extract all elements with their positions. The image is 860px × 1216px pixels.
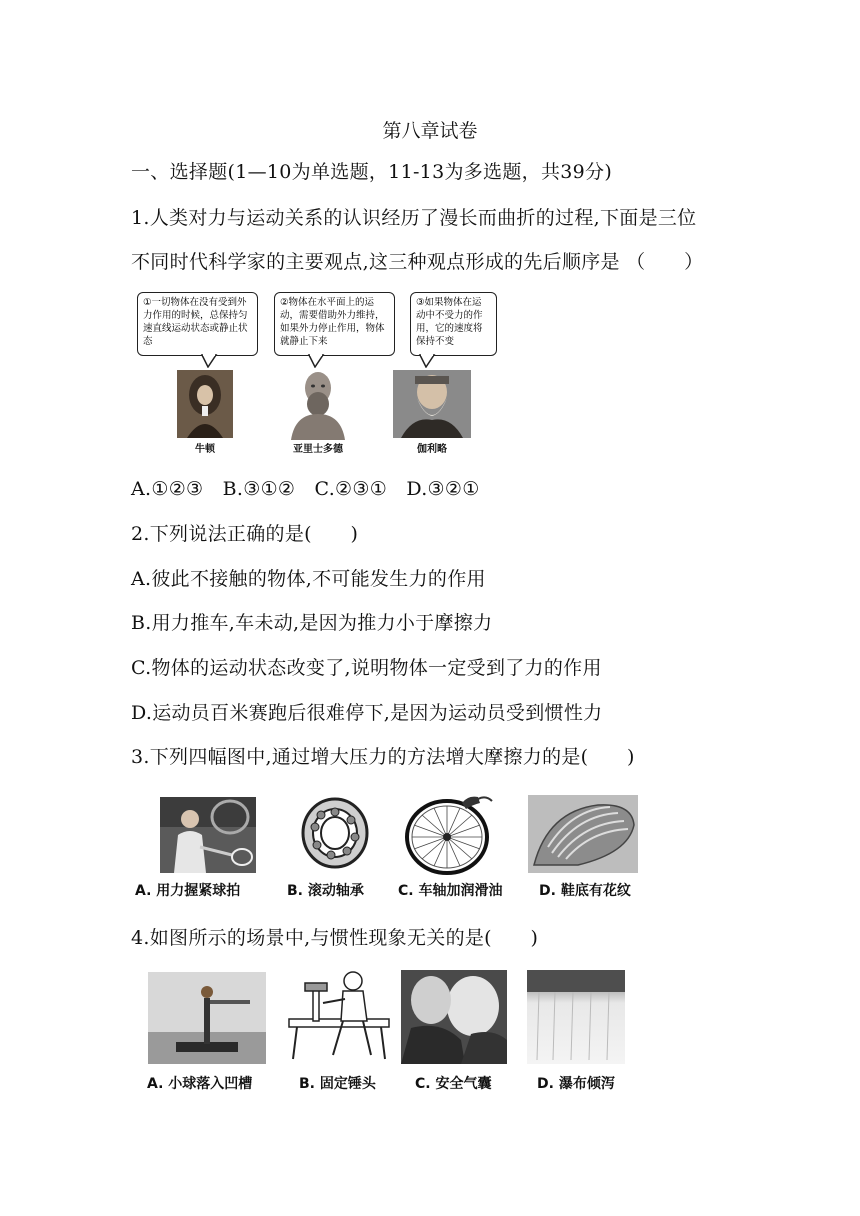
q3-stem: 3.下列四幅图中,通过增大压力的方法增大摩擦力的是( ) (131, 746, 635, 768)
newton-name: 牛顿 (195, 444, 215, 455)
aristotle-name: 亚里士多德 (293, 444, 343, 455)
galileo-portrait (393, 370, 471, 438)
q4-caption-a: A. 小球落入凹槽 (147, 1076, 253, 1092)
q4-caption-c: C. 安全气囊 (415, 1076, 492, 1092)
aristotle-quote-bubble: ②物体在水平面上的运动，需要借助外力维持，如果外力停止作用，物体就静止下来 (274, 292, 395, 356)
galileo-quote-bubble: ③如果物体在运动中不受力的作用，它的速度将保持不变 (410, 292, 497, 356)
section-heading: 一、选择题(1—10为单选题，11-13为多选题，共39分) (131, 161, 613, 183)
q3-caption-a: A. 用力握紧球拍 (135, 883, 241, 899)
q2-stem: 2.下列说法正确的是( ) (131, 523, 359, 545)
q3-caption-d: D. 鞋底有花纹 (539, 883, 631, 899)
ball-groove-image (148, 972, 266, 1064)
q2-option-a: A.彼此不接触的物体,不可能发生力的作用 (131, 568, 486, 590)
newton-quote-bubble: ①一切物体在没有受到外力作用的时候，总保持匀速直线运动状态或静止状态 (137, 292, 258, 356)
q4-caption-b: B. 固定锤头 (299, 1076, 376, 1092)
bubble-tail-2 (307, 354, 327, 368)
ball-bearing-image (295, 793, 375, 873)
q3-caption-c: C. 车轴加润滑油 (398, 883, 503, 899)
q2-option-b: B.用力推车,车未动,是因为推力小于摩擦力 (131, 612, 493, 634)
q4-stem: 4.如图所示的场景中,与惯性现象无关的是( ) (131, 927, 539, 949)
hammer-man-image (283, 967, 395, 1067)
bubble-tail-1 (200, 354, 220, 368)
tennis-player-image (160, 797, 256, 873)
bubble-tail-3 (418, 354, 438, 368)
waterfall-image (527, 970, 625, 1064)
q4-caption-d: D. 瀑布倾泻 (537, 1076, 615, 1092)
bicycle-wheel-image (402, 793, 496, 875)
airbag-image (401, 970, 507, 1064)
page-title: 第八章试卷 (382, 120, 478, 142)
newton-portrait (177, 370, 233, 438)
shoe-sole-image (528, 795, 638, 873)
q3-caption-b: B. 滚动轴承 (287, 883, 364, 899)
q2-option-d: D.运动员百米赛跑后很难停下,是因为运动员受到惯性力 (131, 702, 603, 724)
galileo-name: 伽利略 (417, 444, 447, 455)
q1-stem-line1: 1.人类对力与运动关系的认识经历了漫长而曲折的过程,下面是三位 (131, 207, 697, 229)
q1-stem-line2: 不同时代科学家的主要观点,这三种观点形成的先后顺序是 （ ） (131, 251, 704, 273)
aristotle-bust (285, 368, 351, 440)
q1-options: A.①②③ B.③①② C.②③① D.③②① (131, 478, 480, 500)
q2-option-c: C.物体的运动状态改变了,说明物体一定受到了力的作用 (131, 657, 602, 679)
